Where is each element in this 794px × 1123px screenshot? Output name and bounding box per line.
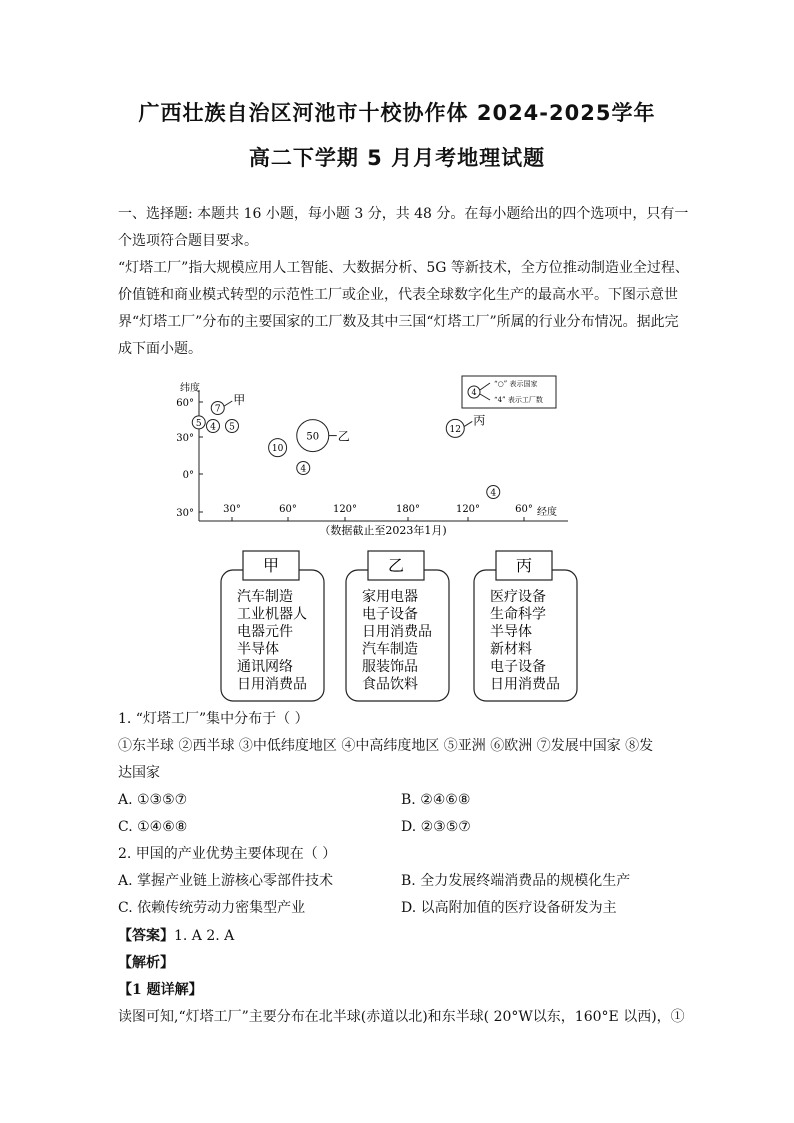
industry-item: 电子设备 <box>490 659 546 675</box>
industry-item: 家用电器 <box>362 589 418 605</box>
factory-count-label: 5 <box>195 418 202 429</box>
page-subtitle: 高二下学期 5 月月考地理试题 <box>248 146 546 170</box>
x-tick-label: 180° <box>395 504 421 515</box>
answer-text: 1. A 2. A <box>174 928 235 944</box>
industry-item: 生命科学 <box>490 606 546 623</box>
q1-stem: 1. “灯塔工厂”集中分布于（ ） <box>118 711 309 727</box>
industry-item: 电子设备 <box>362 606 418 623</box>
x-tick-label: 60° <box>515 504 533 515</box>
factory-count-label: 5 <box>229 422 235 433</box>
q2-option-c[interactable]: C. 依赖传统劳动力密集型产业 <box>118 900 306 916</box>
legend-number-text: “4” 表示工厂数 <box>494 396 543 404</box>
material-line-4: 成下面小题。 <box>118 341 202 357</box>
analysis-label: 【解析】 <box>118 955 174 971</box>
y-axis-label: 纬度 <box>180 383 200 394</box>
country-label: 乙 <box>337 429 350 444</box>
industry-item: 通讯网络 <box>237 659 293 675</box>
industry-item: 服装饰品 <box>362 659 418 675</box>
country-pointer <box>224 401 232 406</box>
country-label: 甲 <box>233 393 246 407</box>
material-line-2: 价值链和商业模式转型的示范性工厂或企业，代表全球数字化生产的最高水平。下图示意世 <box>118 287 678 303</box>
chart-caption: （数据截止至2023年1月) <box>319 524 447 537</box>
industry-item: 日用消费品 <box>237 676 307 693</box>
factory-count-label: 7 <box>214 404 221 415</box>
industry-item: 新材料 <box>490 641 532 658</box>
material-line-3: 界“灯塔工厂”分布的主要国家的工厂数及其中三国“灯塔工厂”所属的行业分布情况。据此完 <box>118 314 679 330</box>
x-tick-label: 30° <box>223 504 241 515</box>
x-axis-label: 经度 <box>537 507 557 518</box>
legend-sample-number: 4 <box>471 388 477 397</box>
q1-option-d[interactable]: D. ②③⑤⑦ <box>401 819 471 835</box>
industry-item: 日用消费品 <box>362 624 432 640</box>
industry-item: 医疗设备 <box>490 589 546 605</box>
factory-count-label: 12 <box>449 424 461 435</box>
industry-box-title: 乙 <box>387 556 405 575</box>
industry-box-title: 丙 <box>515 556 533 575</box>
answer-label: 【答案】 <box>118 928 174 944</box>
x-tick-label: 120° <box>455 504 481 515</box>
page-title: 广西壮族自治区河池市十校协作体 2024-2025学年 <box>138 101 656 125</box>
factory-count-label: 50 <box>306 431 320 443</box>
x-tick-label: 120° <box>332 504 358 515</box>
q2-stem: 2. 甲国的产业优势主要体现在（ ） <box>118 846 337 862</box>
factory-count-label: 4 <box>300 464 307 475</box>
q1-items-2: 达国家 <box>118 765 160 781</box>
industry-item: 日用消费品 <box>490 676 560 693</box>
legend-pointer <box>480 383 490 390</box>
industry-item: 汽车制造 <box>362 641 418 658</box>
industry-item: 工业机器人 <box>237 606 307 623</box>
answer-line <box>118 927 234 945</box>
q1-analysis-label: 【1 题详解】 <box>118 982 203 998</box>
industry-item: 食品饮料 <box>362 676 418 693</box>
factory-count-label: 10 <box>271 444 284 455</box>
section-instruction-1: 一、选择题: 本题共 16 小题，每小题 3 分，共 48 分。在每小题给出的四个选项中，只有一 <box>118 206 689 222</box>
q1-option-b[interactable]: B. ②④⑥⑧ <box>401 792 471 808</box>
q1-option-a[interactable]: A. ①③⑤⑦ <box>118 792 188 808</box>
y-tick-label: 30° <box>176 433 194 444</box>
factory-count-label: 4 <box>210 422 216 433</box>
industry-item: 半导体 <box>237 641 279 658</box>
material-line-1: “灯塔工厂”指大规模应用人工智能、大数据分析、5G 等新技术，全方位推动制造业全过程、 <box>118 260 689 276</box>
country-label: 丙 <box>473 413 486 428</box>
y-tick-label: 30° <box>176 508 194 519</box>
legend-circle-text: “○” 表示国家 <box>494 380 538 388</box>
section-instruction-2: 个选项符合题目要求。 <box>118 233 258 249</box>
q2-option-b[interactable]: B. 全力发展终端消费品的规模化生产 <box>401 873 631 889</box>
scatter-chart <box>176 376 568 537</box>
y-tick-label: 60° <box>176 398 194 409</box>
industry-item: 汽车制造 <box>237 589 293 605</box>
country-pointer <box>464 421 472 426</box>
industry-item: 半导体 <box>490 624 532 640</box>
x-tick-label: 60° <box>279 504 297 515</box>
q2-option-a[interactable]: A. 掌握产业链上游核心零部件技术 <box>118 873 334 889</box>
legend-pointer <box>480 394 490 400</box>
lighthouse-factory-figure <box>170 370 590 705</box>
industry-item: 电器元件 <box>237 624 293 640</box>
industry-box-title: 甲 <box>262 556 280 575</box>
factory-count-label: 4 <box>490 488 497 499</box>
y-tick-label: 0° <box>182 470 194 481</box>
q1-option-c[interactable]: C. ①④⑥⑧ <box>118 819 188 835</box>
analysis-text: 读图可知,“灯塔工厂”主要分布在北半球(赤道以北)和东半球( 20°W以东，160°E 以西)，① <box>118 1009 685 1025</box>
q1-items-1: ①东半球 ②西半球 ③中低纬度地区 ④中高纬度地区 ⑤亚洲 ⑥欧洲 ⑦发展中国家 ⑧发 <box>118 738 654 754</box>
industry-boxes <box>221 551 577 701</box>
q2-option-d[interactable]: D. 以高附加值的医疗设备研发为主 <box>401 900 617 916</box>
